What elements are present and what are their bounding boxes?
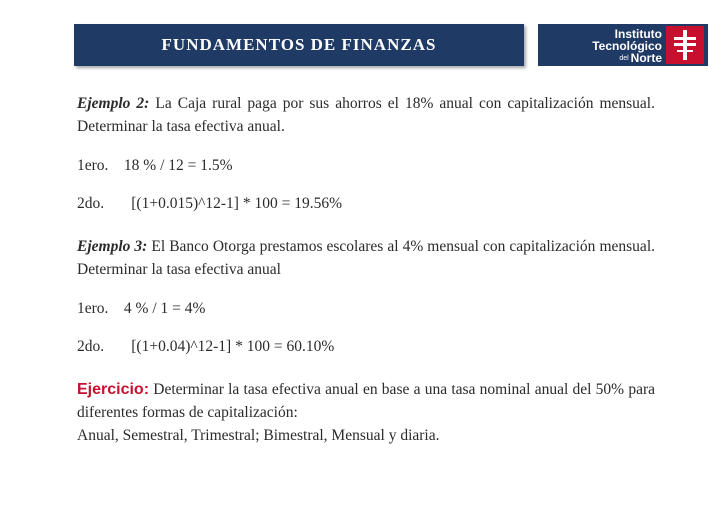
- example-3-step-2-label: 2do.: [77, 338, 105, 355]
- logo-line-1: Instituto: [614, 27, 662, 41]
- example-2-step-2: [77, 194, 655, 214]
- example-3-step-1-label: 1ero.: [77, 300, 109, 317]
- example-3-step-1: [77, 299, 655, 319]
- example-2-step-2-label: 2do.: [77, 195, 105, 212]
- example-2-label: Ejemplo 2:: [77, 95, 150, 112]
- exercise-text: Determinar la tasa efectiva anual en base a una tasa nominal anual del 50% para diferentes formas de capitalización:: [77, 381, 655, 421]
- example-3-step-2-expr: [(1+0.04)^12-1] * 100 = 60.10%: [131, 338, 335, 355]
- slide-content: [77, 92, 655, 447]
- exercise-list: Anual, Semestral, Trimestral; Bimestral, Mensual y diaria.: [77, 427, 440, 444]
- cross-emblem-icon: [666, 26, 704, 64]
- logo-line-3: [592, 52, 662, 65]
- example-2-step-2-expr: [(1+0.015)^12-1] * 100 = 19.56%: [131, 195, 342, 212]
- example-3-text: El Banco Otorga prestamos escolares al 4% mensual con capitalización mensual. Determinar la tasa efectiva anual: [77, 238, 655, 278]
- exercise-label: Ejercicio:: [77, 381, 150, 398]
- example-2-step-1-expr: 18 % / 12 = 1.5%: [123, 157, 233, 174]
- example-3-label: Ejemplo 3:: [77, 238, 148, 255]
- logo-line-2: Tecnológico: [592, 39, 662, 53]
- logo-text: [592, 28, 662, 65]
- example-3-paragraph: [77, 235, 655, 281]
- example-3-step-2: [77, 337, 655, 357]
- example-2-step-1: [77, 156, 655, 176]
- example-2-text: La Caja rural paga por sus ahorros el 18% anual con capitalización mensual. Determinar la tasa efectiva anual.: [77, 95, 655, 135]
- page-title: FUNDAMENTOS DE FINANZAS: [161, 35, 437, 54]
- example-2-step-1-label: 1ero.: [77, 157, 109, 174]
- example-3-step-1-expr: 4 % / 1 = 4%: [123, 300, 206, 317]
- logo-line-3-small: del: [619, 54, 629, 62]
- exercise-paragraph: [77, 378, 655, 424]
- institution-logo: [538, 24, 708, 66]
- logo-line-3-main: Norte: [630, 51, 662, 65]
- example-2-paragraph: [77, 92, 655, 138]
- title-banner: [74, 24, 524, 66]
